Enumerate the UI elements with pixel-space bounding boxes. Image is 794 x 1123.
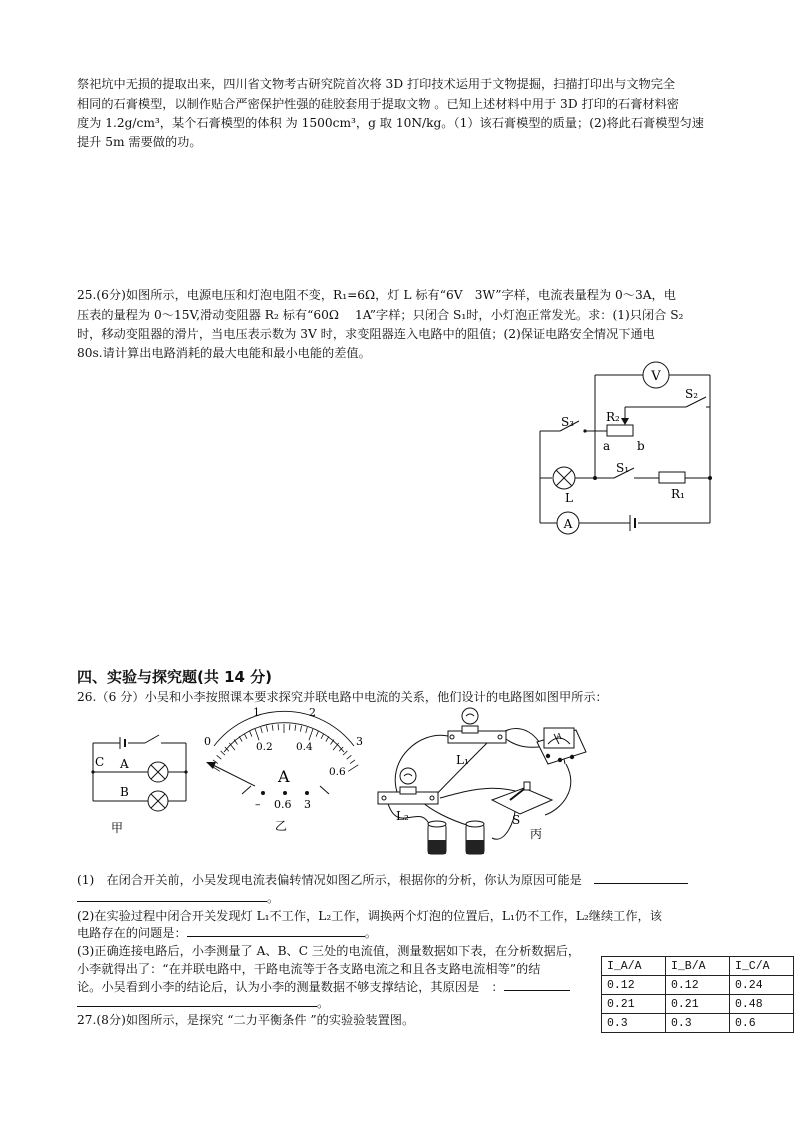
table-header-ib: I_B/A — [666, 957, 730, 976]
dial-tick — [321, 734, 324, 739]
s2-label: S₂ — [685, 387, 699, 401]
q25-line-4: 80s.请计算出电路消耗的最大电能和最小电能的差值。 — [77, 346, 371, 360]
r2-label: R₂ — [606, 410, 620, 424]
ammeter-label: A — [563, 517, 573, 531]
l2-label: L₂ — [396, 809, 409, 823]
q26-p1-answer-blank-2[interactable] — [77, 901, 267, 902]
fig-bing-caption: 丙 — [530, 827, 543, 841]
q26-p1-text: (1) 在闭合开关前，小吴发现电流表偏转情况如图乙所示，根据你的分析，你认为原因可能是 — [77, 873, 582, 887]
table-header-ic: I_C/A — [730, 957, 794, 976]
table-row — [602, 976, 794, 995]
point-b-label: B — [120, 785, 129, 799]
scale-top-2: 2 — [309, 706, 316, 719]
table-cell: 0.48 — [730, 995, 794, 1014]
table-cell: 0.12 — [666, 976, 730, 995]
q27-line-1: 27.(8分)如图所示，是探究 “二力平衡条件 ”的实验验装置图。 — [77, 1013, 415, 1027]
q26-p3-answer-blank[interactable] — [504, 990, 570, 991]
terminal-minus: – — [255, 798, 261, 811]
dial-tick — [261, 727, 263, 733]
q24-line-3: 度为 1.2g/cm³，某个石膏模型的体积 为 1500cm³，g 取 10N/kg。（1）该石膏模型的质量；(2)将此石膏模型匀速 — [77, 116, 704, 130]
terminal-3: 3 — [304, 798, 311, 811]
q25-line-2: 压表的量程为 0～15V,滑动变阻器 R₂ 标有“60Ω 1A”字样；只闭合 S₁时，小灯泡正常发光。求：(1)只闭合 S₂ — [77, 308, 684, 322]
section-title: 四、实验与探究题(共 14 分) — [77, 668, 273, 686]
dial-tick — [239, 736, 242, 741]
dial-pointer — [213, 765, 255, 786]
q26-p3-line-2: 小李就得出了：“在并联电路中，干路电流等于各支路电流之和且各支路电流相等”的结 — [77, 962, 541, 976]
q26-p2-line-2 — [77, 923, 377, 943]
dial-tick — [309, 729, 313, 740]
table-header-row — [602, 957, 794, 976]
table-cell: 0.21 — [602, 995, 666, 1014]
dial-tick — [333, 743, 339, 750]
q26-intro: 26.（6 分）小吴和小李按照课本要求探究并联电路中电流的关系，他们设计的电路图如图甲所示： — [77, 690, 608, 704]
dial-tick — [326, 736, 329, 741]
scale-top-0: 0 — [204, 735, 211, 748]
fig-yi-caption: 乙 — [275, 819, 288, 833]
r1-label: R₁ — [671, 487, 685, 501]
ammeter-device-a: A — [556, 732, 562, 741]
s3-label: S₃ — [561, 415, 575, 429]
slider-arrow-icon — [621, 418, 629, 425]
dial-tick — [250, 731, 252, 737]
q24-line-2: 相同的石膏模型，以制作贴合严密保护性强的硅胶套用于提取文物 。已知上述材料中用于 3D 打印的石膏材料密 — [77, 97, 679, 111]
dial-tick — [295, 725, 296, 731]
dial-tick — [316, 731, 318, 737]
fig-yi-ammeter-dial — [198, 700, 368, 835]
terminal-06: 0.6 — [274, 798, 292, 811]
scale-bottom-04: 0.4 — [296, 741, 313, 753]
point-c-label: C — [95, 755, 105, 769]
scale-top-1: 1 — [253, 706, 260, 719]
fig-bing-wiring — [370, 705, 600, 865]
q26-p1-end: 。 — [267, 891, 280, 905]
table-header-ia: I_A/A — [602, 957, 666, 976]
point-a-label: A — [120, 757, 129, 771]
table-cell: 0.3 — [602, 1014, 666, 1033]
current-data-table — [601, 956, 794, 1033]
scale-top-3: 3 — [356, 735, 363, 748]
dial-tick — [300, 726, 301, 732]
q26-p1-line-2 — [77, 888, 279, 908]
scale-bottom-02: 0.2 — [256, 741, 273, 753]
dial-tick — [350, 760, 355, 764]
dial-tick — [255, 729, 259, 740]
dial-tick — [229, 743, 235, 750]
voltmeter-label: V — [651, 369, 661, 384]
q25-line-1: 25.(6分)如图所示，电源电压和灯泡电阻不变，R₁=6Ω，灯 L 标有“6V 3W”字样，电流表量程为 0～3A，电 — [77, 288, 676, 302]
q26-p3-end: 。 — [317, 996, 330, 1010]
q26-p2-end: 。 — [364, 926, 377, 940]
dial-tick — [272, 725, 273, 731]
s1-label: S₁ — [616, 461, 630, 475]
fig-jia-caption: 甲 — [111, 821, 124, 835]
q26-p2-answer-blank[interactable] — [187, 936, 365, 937]
dial-tick — [306, 727, 308, 733]
q25-circuit-diagram — [520, 355, 720, 535]
dial-tick — [244, 734, 247, 739]
table-row — [602, 995, 794, 1014]
fig-jia-circuit — [85, 730, 195, 835]
table-cell: 0.3 — [666, 1014, 730, 1033]
dial-tick — [347, 755, 352, 759]
s-label: S — [512, 813, 521, 827]
table-cell: 0.21 — [666, 995, 730, 1014]
q26-p2-text: 电路存在的问题是： — [77, 926, 187, 940]
table-cell: 0.24 — [730, 976, 794, 995]
scale-bottom-06: 0.6 — [329, 766, 346, 778]
dial-tick — [266, 726, 267, 732]
table-cell: 0.6 — [730, 1014, 794, 1033]
q26-p1-line — [77, 870, 688, 890]
dial-tick — [217, 755, 222, 759]
table-cell: 0.12 — [602, 976, 666, 995]
q24-line-4: 提升 5m 需要做的功。 — [77, 135, 202, 149]
q26-p2-line-1: (2)在实验过程中闭合开关发现灯 L₁不工作，L₂工作，调换两个灯泡的位置后，L₁仍不工作，L₂继续工作，该 — [77, 909, 662, 923]
table-row — [602, 1014, 794, 1033]
dial-unit-a: A — [278, 767, 290, 786]
q26-p3-line-1: (3)正确连接电路后，小李测量了 A、B、C 三处的电流值，测量数据如下表，在分析数据后， — [77, 944, 581, 958]
q26-p1-answer-blank[interactable] — [594, 883, 688, 884]
terminal-b-label: b — [637, 439, 645, 453]
q24-line-1: 祭祀坑中无损的提取出来，四川省文物考古研究院首次将 3D 打印技术运用于文物提掘，扫描打印出与文物完全 — [77, 77, 676, 91]
l1-label: L₁ — [456, 753, 469, 767]
q25-line-3: 时，移动变阻器的滑片，当电压表示数为 3V 时，求变阻器连入电路中的阻值；(2)保证电路安全情况下通电 — [77, 327, 655, 341]
q26-p3-answer-blank-2[interactable] — [77, 1006, 317, 1007]
lamp-l-label: L — [565, 491, 573, 505]
q26-p3-text: 论。小吴看到小李的结论后，认为小李的测量数据不够支撑结论，其原因是 ： — [77, 980, 504, 994]
terminal-a-label: a — [603, 439, 611, 453]
dial-tick — [348, 765, 358, 771]
